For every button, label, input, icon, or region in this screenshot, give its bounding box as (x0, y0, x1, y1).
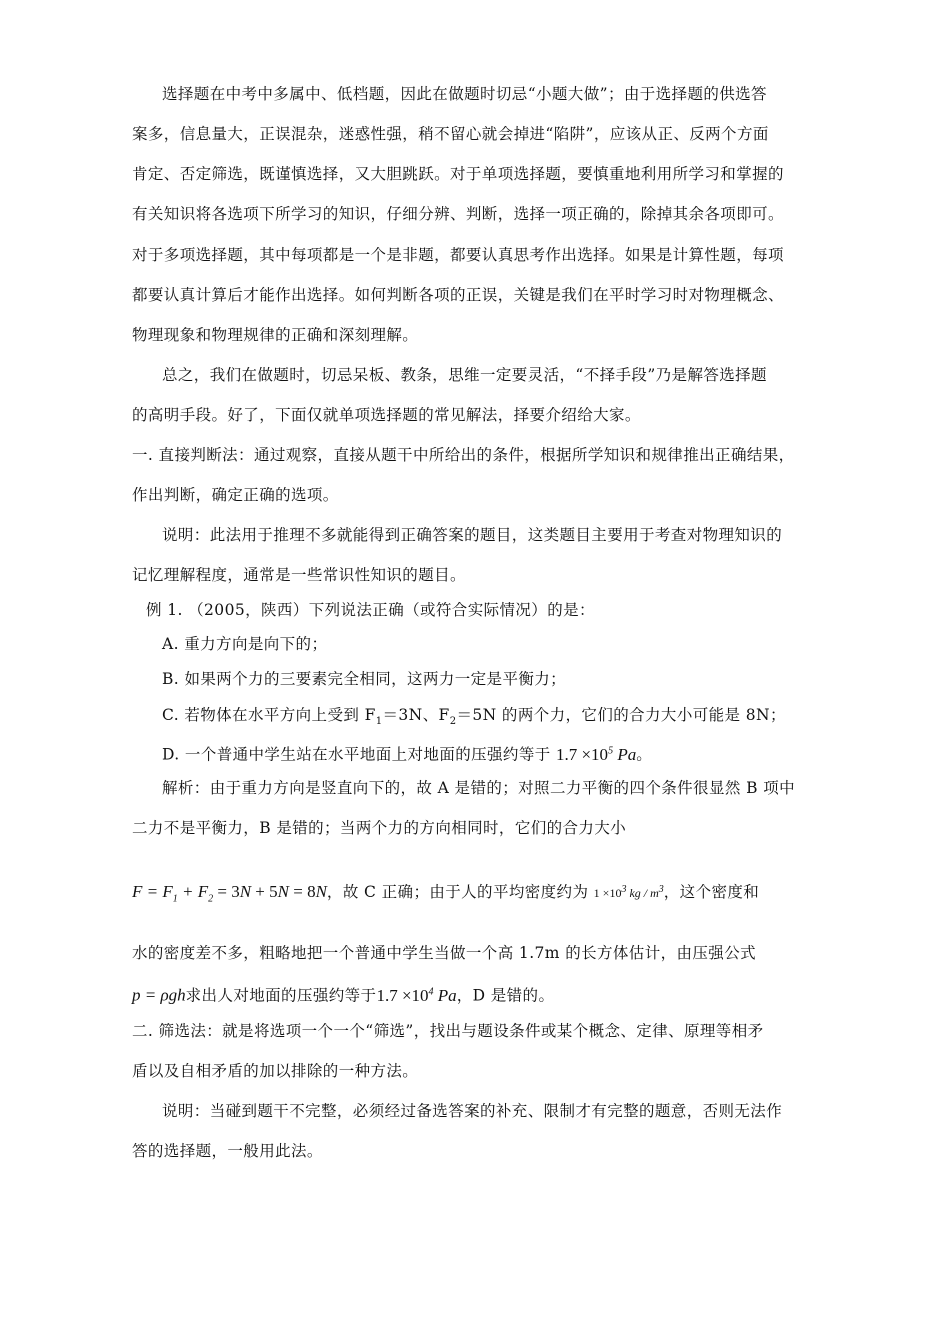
option-c-pre: C. 若物体在水平方向上受到 F (162, 706, 376, 724)
section2-line-1: 二. 筛选法：就是将选项一个一个“筛选”，找出与题设条件或某个概念、定律、原理等相矛 (132, 1022, 764, 1040)
para1-line-3: 肯定、否定筛选，既谨慎选择，又大胆跳跃。对于单项选择题，要慎重地利用所学习和掌握的 (132, 165, 784, 183)
section1-note-line-2: 记忆理解程度，通常是一些常识性知识的题目。 (132, 566, 466, 584)
option-b: B. 如果两个力的三要素完全相同，这两力一定是平衡力； (162, 670, 567, 688)
analysis-line-3-mid: 故 C 正确；由于人的平均密度约为 (342, 883, 589, 901)
para1-line-2: 案多，信息量大，正误混杂，迷惑性强，稍不留心就会掉进“陷阱”，应该从正、反两个方面 (132, 125, 769, 143)
section1-line-1: 一. 直接判断法：通过观察，直接从题干中所给出的条件，根据所学知识和规律推出正确结果， (132, 446, 795, 464)
analysis-line-4: 水的密度差不多，粗略地把一个普通中学生当做一个高 1.7m 的长方体估计，由压强公式 (132, 944, 757, 962)
option-d-pre: D. 一个普通中学生站在水平地面上对地面的压强约等于 (162, 745, 551, 764)
option-c-sub2: 2 (449, 716, 457, 728)
section1-note-line-1: 说明：此法用于推理不多就能得到正确答案的题目，这类题目主要用于考查对物理知识的 (162, 526, 783, 544)
pressure-formula: p = ρgh (132, 985, 186, 1005)
para2-line-2: 的高明手段。好了，下面仅就单项选择题的常见解法，择要介绍给大家。 (132, 406, 641, 424)
option-a: A. 重力方向是向下的； (162, 635, 328, 653)
analysis-line-5 (132, 982, 554, 1006)
option-d-pressure: $1.7 \times 10^5$ Pa (555, 744, 637, 764)
example-1-title: 例 1. （2005，陕西）下列说法正确（或符合实际情况）的是： (146, 601, 595, 619)
analysis-line-5-post: ，D 是错的。 (456, 986, 555, 1005)
section1-line-2: 作出判断，确定正确的选项。 (132, 486, 339, 504)
para1-line-7: 物理现象和物理规律的正确和深刻理解。 (132, 326, 419, 344)
analysis-line-3-post: ，这个密度和 (663, 883, 760, 901)
option-c-post: ＝5N 的两个力，它们的合力大小可能是 8N； (456, 706, 786, 724)
para1-line-1: 选择题在中考中多属中、低档题，因此在做题时切忌“小题大做”；由于选择题的供选答 (162, 85, 767, 103)
section2-note-line-2: 答的选择题，一般用此法。 (132, 1142, 323, 1160)
option-c (162, 705, 786, 732)
para1-line-6: 都要认真计算后才能作出选择。如何判断各项的正误，关键是我们在平时学习时对物理概念、 (132, 286, 784, 304)
para2-line-1: 总之，我们在做题时，切忌呆板、教条，思维一定要灵活，“不择手段”乃是解答选择题 (162, 366, 767, 384)
para1-line-4: 有关知识将各选项下所学习的知识，仔细分辨、判断，选择一项正确的，除掉其余各项即可。 (132, 205, 784, 223)
analysis-line-5-mid: 求出人对地面的压强约等于 (185, 986, 377, 1005)
analysis-line-2: 二力不是平衡力，B 是错的；当两个力的方向相同时，它们的合力大小 (132, 819, 627, 837)
resultant-force-formula: $F = F_1 + F_2 = 3N + 5N = 8N$ (132, 882, 327, 905)
section2-line-2: 盾以及自相矛盾的加以排除的一种方法。 (132, 1062, 419, 1080)
density-value: $1 \times 10^3$ kg / $m^3$ (593, 884, 664, 900)
analysis-line-1: 解析：由于重力方向是竖直向下的，故 A 是错的；对照二力平衡的四个条件很显然 B 项中 (162, 779, 795, 797)
option-c-sub1: 1 (375, 716, 383, 728)
para1-line-5: 对于多项选择题，其中每项都是一个是非题，都要认真思考作出选择。如果是计算性题，每项 (132, 246, 784, 264)
section2-note-line-1: 说明：当碰到题干不完整，必须经过备选答案的补充、限制才有完整的题意，否则无法作 (162, 1102, 783, 1120)
option-d-post: 。 (636, 745, 653, 764)
pressure-value: $1.7 \times 10^4$ Pa (376, 985, 457, 1005)
analysis-line-3: $F = F_1 + F_2 = 3N + 5N = 8N$，故 C 正确；由于人的平均密度约为 $1 \times 10^3$ kg / $m^3$，这个密度和 (132, 882, 760, 905)
option-d (162, 741, 652, 765)
option-c-mid: ＝3N、F (382, 706, 450, 724)
